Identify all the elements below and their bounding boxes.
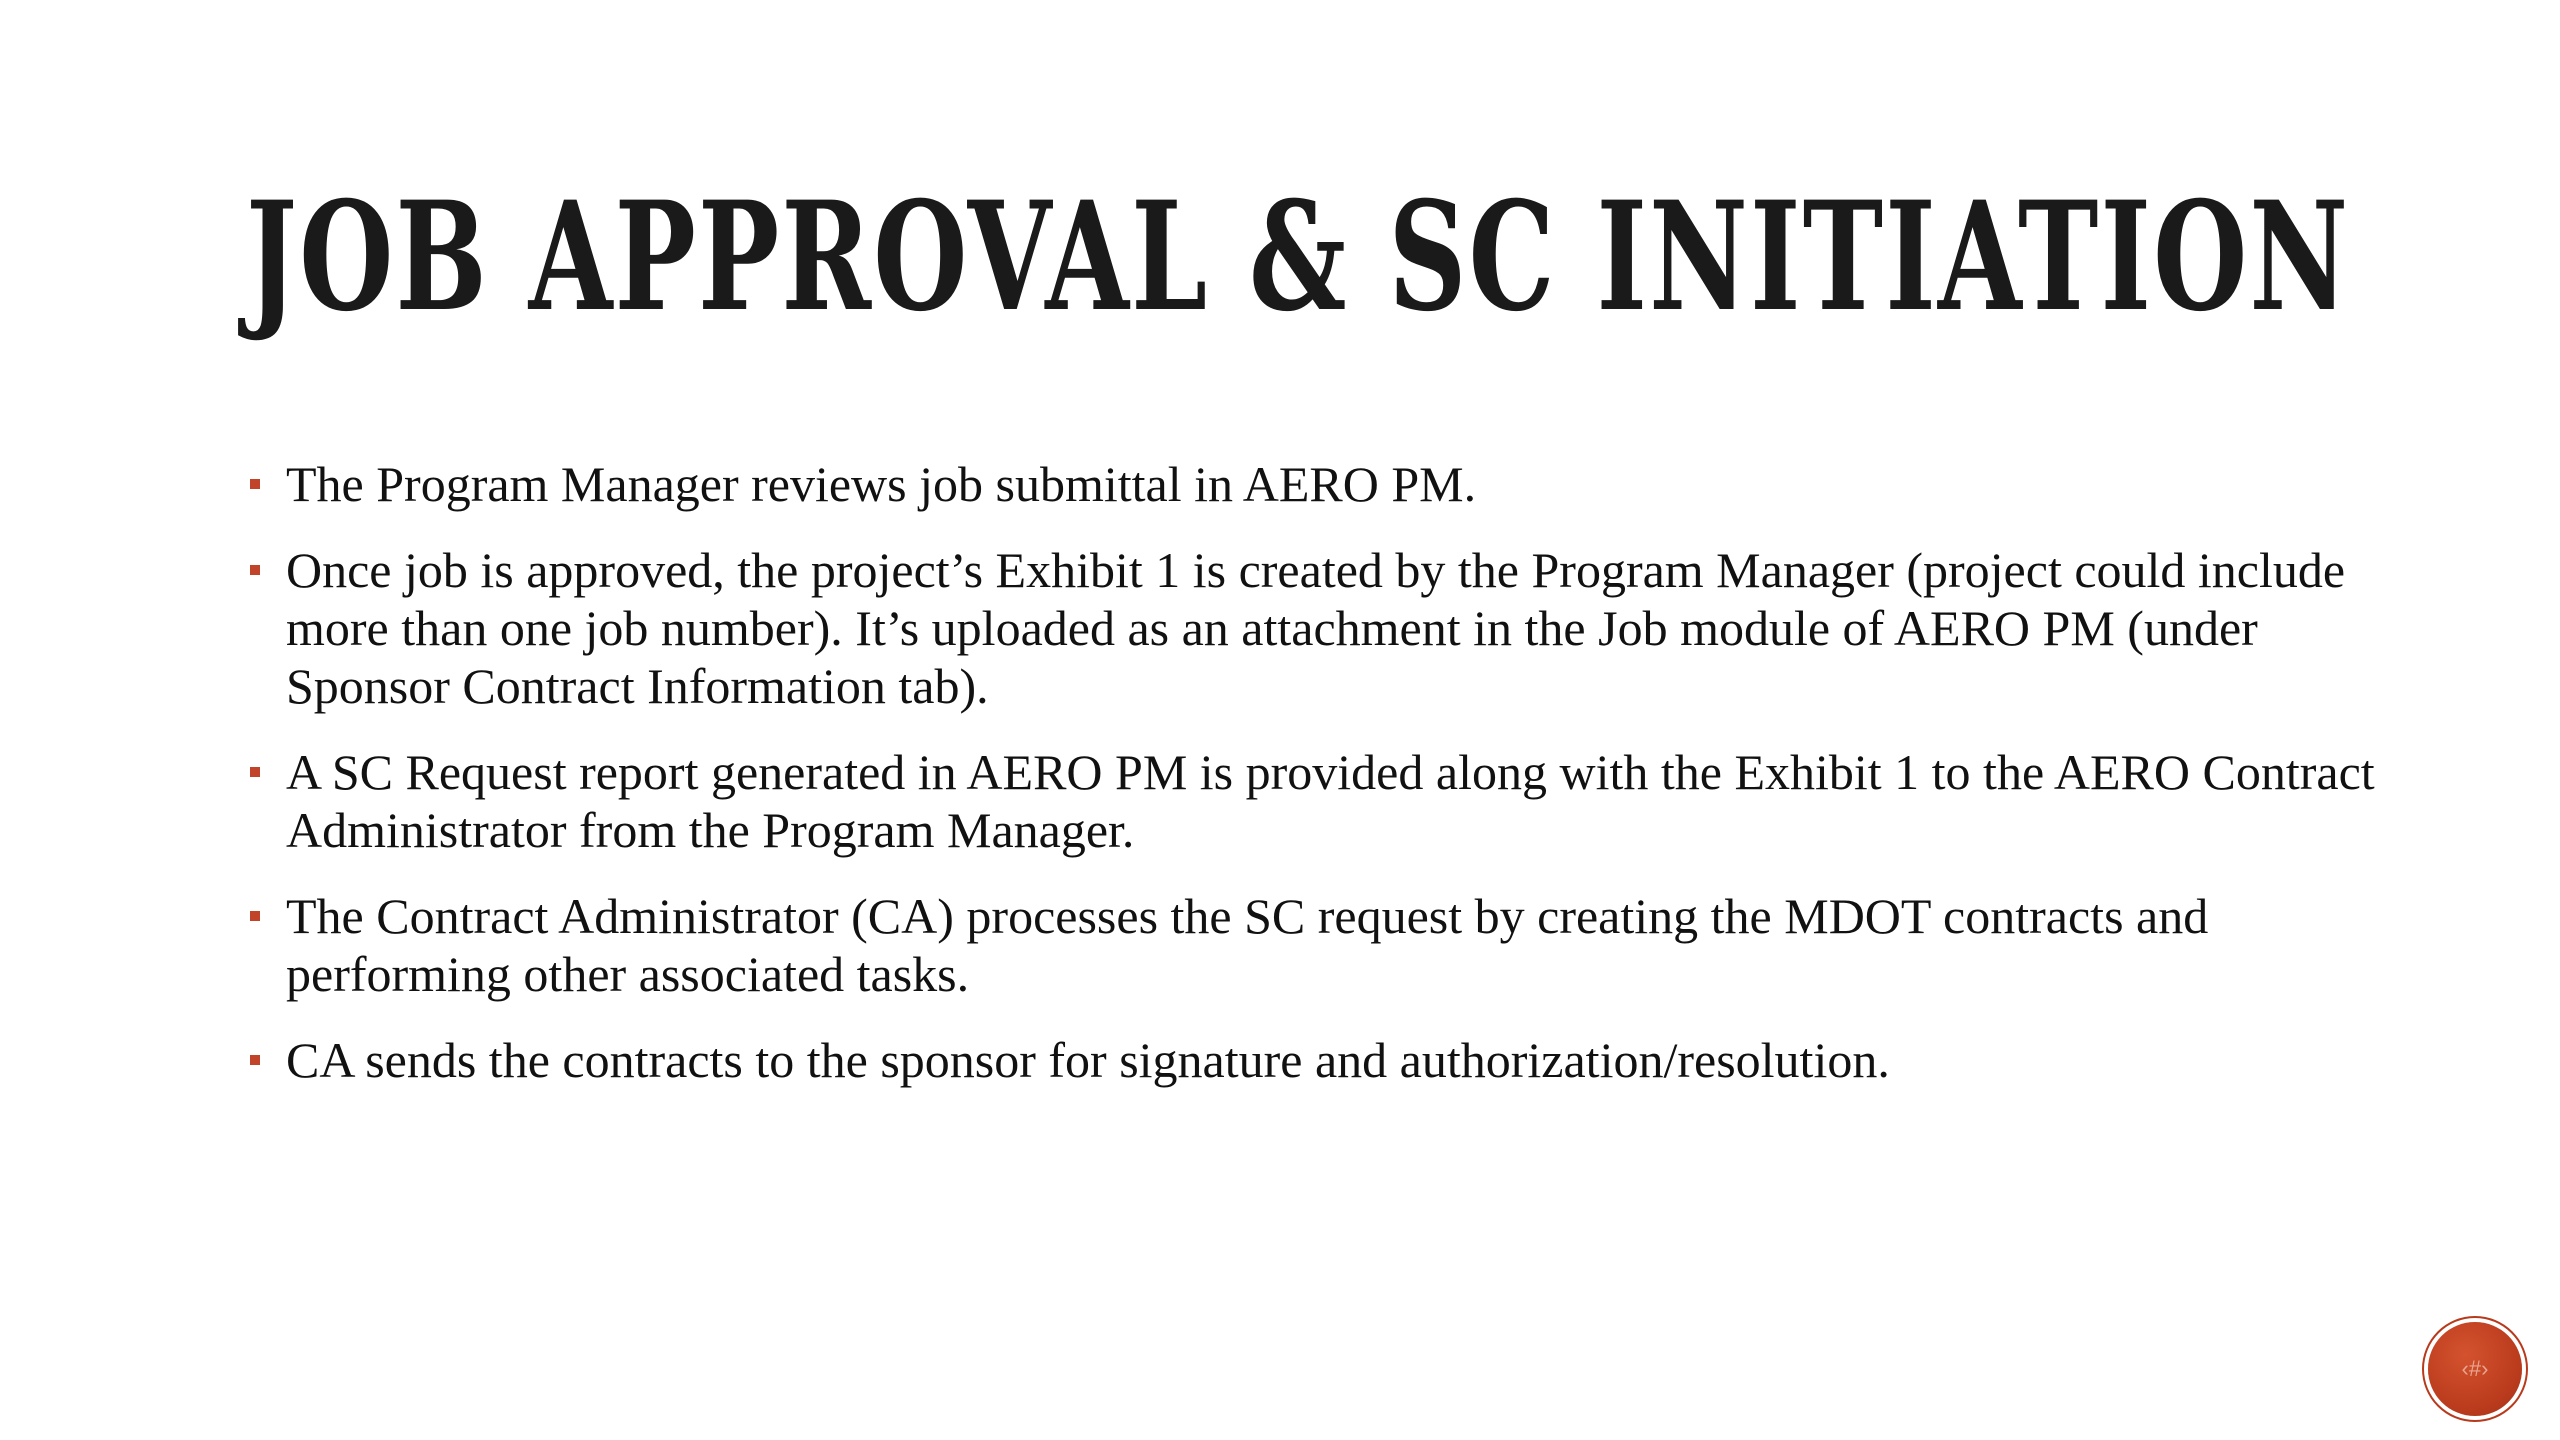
bullet-item — [248, 455, 2378, 513]
bullet-text: CA sends the contracts to the sponsor for signature and authorization/resolution. — [286, 1032, 1890, 1088]
bullet-list — [248, 455, 2378, 1117]
bullet-text: The Contract Administrator (CA) processes the SC request by creating the MDOT contracts and performing other associated tasks. — [286, 888, 2209, 1002]
slide-number-badge — [2428, 1322, 2522, 1416]
bullet-square-icon — [250, 911, 260, 921]
bullet-text: A SC Request report generated in AERO PM is provided along with the Exhibit 1 to the AERO Contract Administrator from the Program Manager. — [286, 744, 2375, 858]
bullet-item — [248, 541, 2378, 715]
slide-title: JOB APPROVAL & SC INITIATION — [246, 169, 2351, 345]
bullet-item — [248, 887, 2378, 1003]
bullet-square-icon — [250, 1055, 260, 1065]
bullet-text: Once job is approved, the project’s Exhibit 1 is created by the Program Manager (project could include more than one job number). It’s uploaded as an attachment in the Job module of AERO PM (under Sponsor Contract Information tab). — [286, 542, 2346, 714]
bullet-item — [248, 743, 2378, 859]
bullet-text: The Program Manager reviews job submittal in AERO PM. — [286, 456, 1477, 512]
slide-number-text: ‹#› — [2461, 1356, 2489, 1381]
bullet-square-icon — [250, 767, 260, 777]
bullet-item — [248, 1031, 2378, 1089]
bullet-square-icon — [250, 565, 260, 575]
bullet-square-icon — [250, 479, 260, 489]
